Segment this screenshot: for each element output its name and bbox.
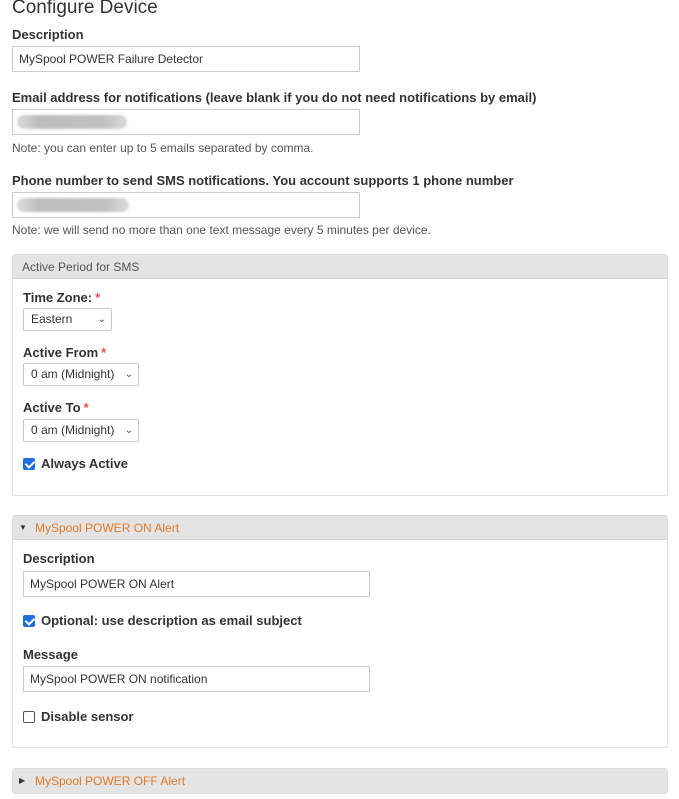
timezone-label (23, 290, 100, 305)
sms-period-header: Active Period for SMS (13, 255, 667, 279)
always-active-label: Always Active (41, 456, 128, 471)
active-from-value: 0 am (Midnight) (31, 367, 115, 381)
alert-description-input[interactable]: MySpool POWER ON Alert (23, 571, 370, 597)
active-to-value: 0 am (Midnight) (31, 423, 115, 437)
active-to-label-text: Active To (23, 400, 81, 415)
power-off-alert-header[interactable] (13, 769, 667, 793)
email-label: Email address for notifications (leave blank if you do not need notifications by email) (12, 90, 537, 105)
sms-period-panel (12, 254, 668, 496)
required-mark: * (83, 400, 89, 415)
phone-note: Note: we will send no more than one text message every 5 minutes per device. (12, 223, 431, 237)
active-from-label (23, 345, 106, 360)
timezone-select[interactable] (23, 308, 112, 331)
power-on-alert-title: MySpool POWER ON Alert (35, 521, 180, 535)
disable-sensor-label: Disable sensor (41, 709, 134, 724)
chevron-down-icon: ⌄ (124, 369, 133, 380)
alert-description-label: Description (23, 551, 95, 566)
power-on-alert-panel (12, 515, 668, 748)
redacted-email (17, 115, 127, 129)
message-label: Message (23, 647, 78, 662)
required-mark: * (101, 345, 107, 360)
power-on-alert-header[interactable] (13, 516, 667, 540)
redacted-phone (17, 198, 129, 212)
active-to-select[interactable] (23, 419, 139, 442)
use-subject-label: Optional: use description as email subject (41, 613, 302, 628)
always-active-checkbox[interactable] (23, 458, 35, 470)
caret-right-icon: ▶ (19, 776, 26, 785)
message-input[interactable]: MySpool POWER ON notification (23, 666, 370, 692)
timezone-value: Eastern (31, 312, 73, 326)
caret-down-icon: ▼ (19, 523, 27, 532)
phone-label: Phone number to send SMS notifications. You account supports 1 phone number (12, 173, 514, 188)
email-input[interactable] (12, 109, 360, 135)
chevron-down-icon: ⌄ (124, 425, 133, 436)
power-off-alert-panel (12, 768, 668, 794)
active-from-select[interactable] (23, 363, 139, 386)
description-label: Description (12, 27, 84, 42)
active-from-label-text: Active From (23, 345, 99, 360)
description-input[interactable]: MySpool POWER Failure Detector (12, 46, 360, 72)
required-mark: * (95, 290, 101, 305)
active-to-label (23, 400, 89, 415)
page-title: Configure Device (12, 0, 158, 18)
use-subject-checkbox[interactable] (23, 615, 35, 627)
disable-sensor-checkbox[interactable] (23, 711, 35, 723)
power-off-alert-title: MySpool POWER OFF Alert (35, 774, 186, 788)
timezone-label-text: Time Zone: (23, 290, 93, 305)
phone-input[interactable] (12, 192, 360, 218)
chevron-down-icon: ⌄ (97, 314, 106, 325)
email-note: Note: you can enter up to 5 emails separated by comma. (12, 141, 314, 155)
